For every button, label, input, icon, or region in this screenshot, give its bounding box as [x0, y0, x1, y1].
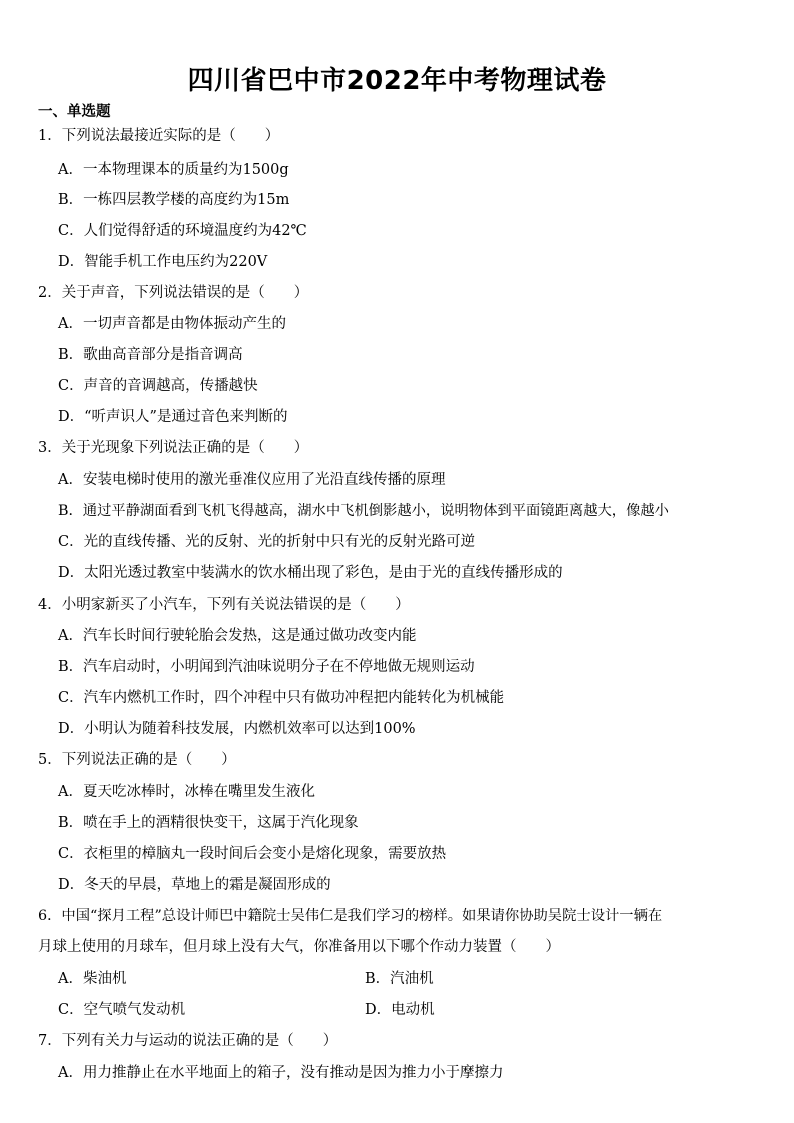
question-3-option-d: D．太阳光透过教室中装满水的饮水桶出现了彩色，是由于光的直线传播形成的	[58, 565, 563, 581]
question-2-option-b: B．歌曲高音部分是指音调高	[58, 347, 243, 363]
question-4-option-d: D．小明认为随着科技发展，内燃机效率可以达到100%	[58, 721, 416, 737]
question-3-option-a: A．安装电梯时使用的激光垂准仪应用了光沿直线传播的原理	[58, 472, 446, 488]
question-6-option-c: C．空气喷气发动机	[58, 1002, 186, 1018]
question-2-stem: 2．关于声音，下列说法错误的是（ ）	[38, 285, 309, 301]
question-4-option-c: C．汽车内燃机工作时，四个冲程中只有做功冲程把内能转化为机械能	[58, 690, 505, 706]
question-1-option-c: C．人们觉得舒适的环境温度约为42℃	[58, 223, 307, 239]
question-2-option-c: C．声音的音调越高，传播越快	[58, 378, 258, 394]
question-6-option-d: D．电动机	[365, 1002, 435, 1018]
question-1-option-d: D．智能手机工作电压约为220V	[58, 254, 268, 270]
question-5-stem: 5．下列说法正确的是（ ）	[38, 752, 236, 768]
question-6-option-a: A．柴油机	[58, 971, 127, 987]
question-4-stem: 4．小明家新买了小汽车，下列有关说法错误的是（ ）	[38, 597, 410, 613]
exam-title: 四川省巴中市2022年中考物理试卷	[187, 66, 607, 96]
question-4-option-a: A．汽车长时间行驶轮胎会发热，这是通过做功改变内能	[58, 628, 417, 644]
question-7-option-a: A．用力推静止在水平地面上的箱子，没有推动是因为推力小于摩擦力	[58, 1065, 504, 1081]
question-6-stem-line-1: 6．中国“探月工程”总设计师巴中籍院士吴伟仁是我们学习的榜样。如果请你协助吴院士设计一辆在	[38, 908, 663, 924]
question-3-option-c: C．光的直线传播、光的反射、光的折射中只有光的反射光路可逆	[58, 534, 476, 550]
question-4-option-b: B．汽车启动时，小明闻到汽油味说明分子在不停地做无规则运动	[58, 659, 475, 675]
section-heading: 一、单选题	[38, 104, 111, 120]
question-7-stem: 7．下列有关力与运动的说法正确的是（ ）	[38, 1033, 338, 1049]
question-1-option-a: A．一本物理课本的质量约为1500g	[58, 162, 289, 178]
question-3-option-b: B．通过平静湖面看到飞机飞得越高，湖水中飞机倒影越小，说明物体到平面镜距离越大，像越小	[58, 503, 669, 519]
question-5-option-c: C．衣柜里的樟脑丸一段时间后会变小是熔化现象，需要放热	[58, 846, 447, 862]
question-2-option-d: D．“听声识人”是通过音色来判断的	[58, 409, 288, 425]
question-5-option-a: A．夏天吃冰棒时，冰棒在嘴里发生液化	[58, 784, 315, 800]
question-5-option-d: D．冬天的早晨，草地上的霜是凝固形成的	[58, 877, 331, 893]
question-3-stem: 3．关于光现象下列说法正确的是（ ）	[38, 440, 309, 456]
question-1-option-b: B．一栋四层教学楼的高度约为15m	[58, 192, 290, 208]
question-1-stem: 1．下列说法最接近实际的是（ ）	[38, 128, 280, 144]
question-5-option-b: B．喷在手上的酒精很快变干，这属于汽化现象	[58, 815, 359, 831]
question-2-option-a: A．一切声音都是由物体振动产生的	[58, 316, 286, 332]
question-6-option-b: B．汽油机	[365, 971, 434, 987]
question-6-stem-line-2: 月球上使用的月球车，但月球上没有大气，你准备用以下哪个作动力装置（ ）	[38, 939, 560, 955]
